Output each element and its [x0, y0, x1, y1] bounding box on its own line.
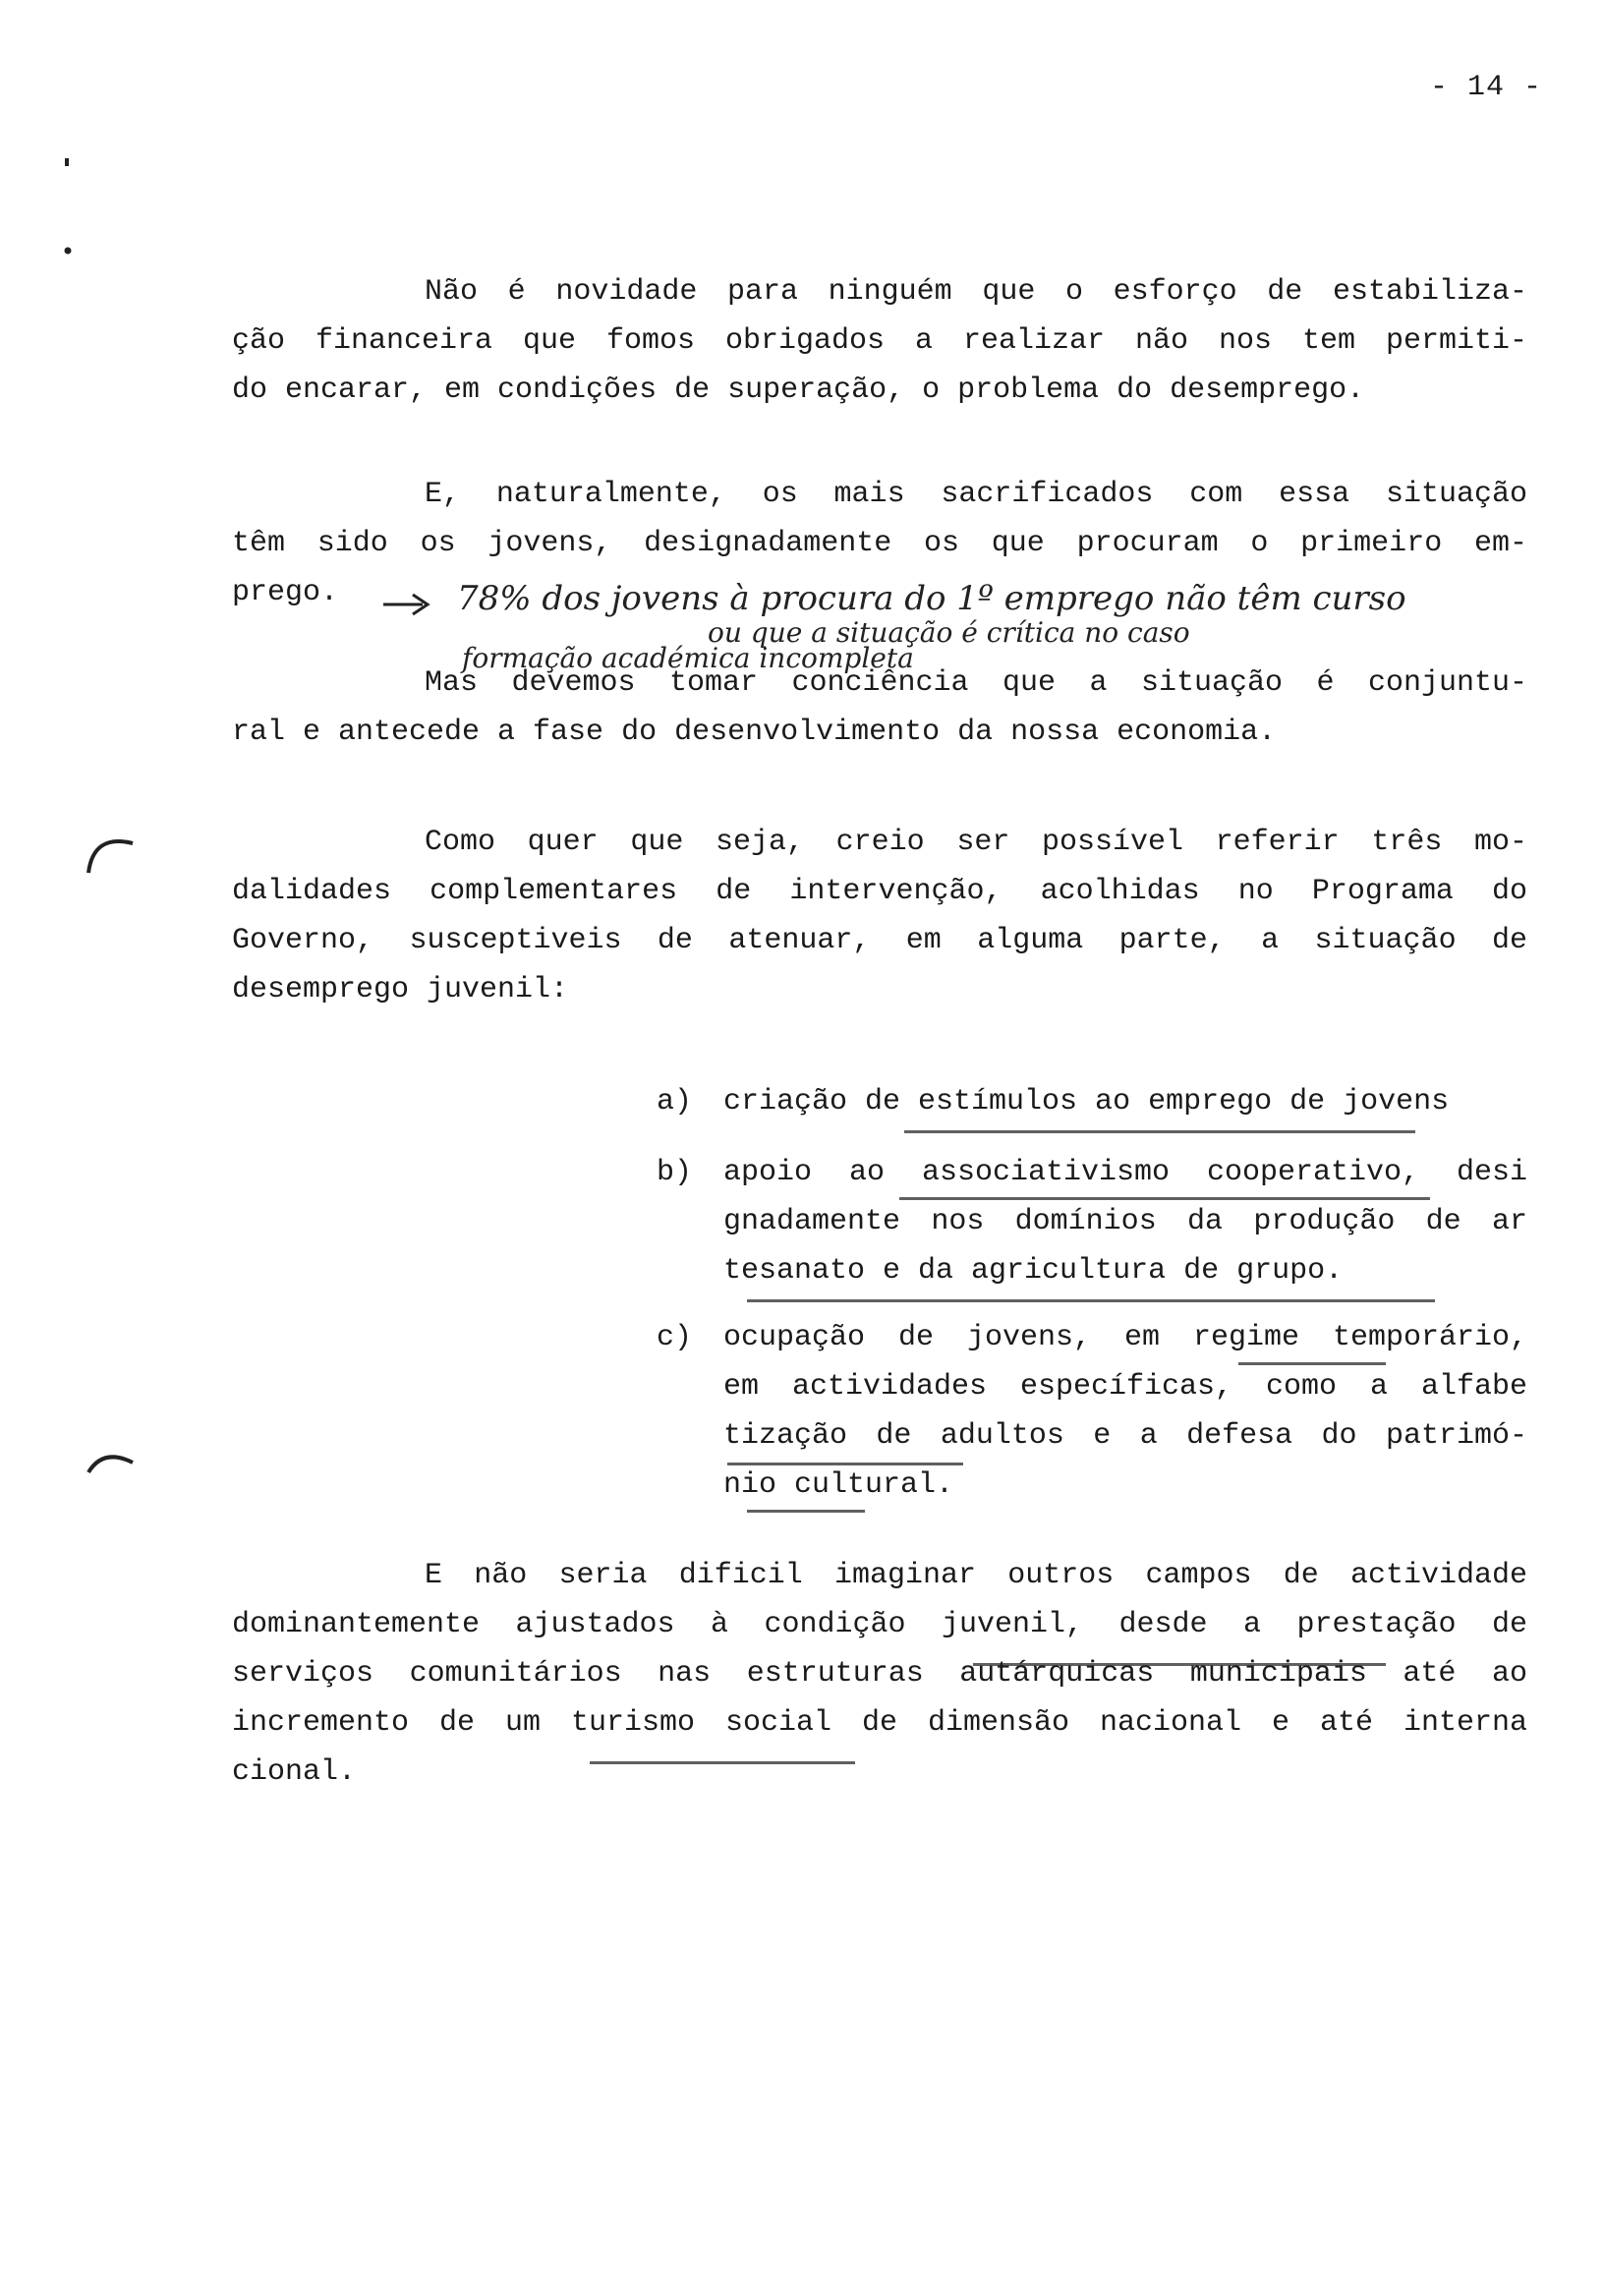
margin-bracket-mark: [84, 824, 143, 883]
text-line: nio cultural.: [723, 1468, 954, 1502]
page-number: - 14 -: [1430, 71, 1543, 104]
text-line: do encarar, em condições de superação, o problema do desemprego.: [232, 373, 1365, 407]
text-line: Como quer que seja, creio ser possível referir três mo-: [425, 826, 1527, 859]
text-line: desemprego juvenil:: [232, 973, 569, 1006]
text-line: tização de adultos e a defesa do patrimó-: [723, 1419, 1527, 1453]
list-marker: b): [657, 1156, 693, 1189]
text-line: ocupação de jovens, em regime temporário,: [723, 1321, 1527, 1354]
list-marker: c): [657, 1321, 693, 1354]
text-line: cional.: [232, 1755, 357, 1789]
paragraph-1: [232, 267, 1527, 415]
hand-underline: [1238, 1362, 1386, 1365]
text-line: E não seria dificil imaginar outros campos de actividade: [425, 1559, 1527, 1592]
text-line: dalidades complementares de intervenção, acolhidas no Programa do: [232, 875, 1527, 908]
paragraph-5: [232, 1551, 1527, 1797]
text-line: gnadamente nos domínios da produção de ar: [723, 1205, 1527, 1238]
text-line: Governo, susceptiveis de atenuar, em alguma parte, a situação de: [232, 924, 1527, 957]
text-line: ção financeira que fomos obrigados a realizar não nos tem permiti-: [232, 324, 1527, 358]
text-line: dominantemente ajustados à condição juvenil, desde a prestação de: [232, 1608, 1527, 1641]
handwritten-line: 78% dos jovens à procura do 1º emprego não têm curso: [457, 579, 1406, 618]
hand-underline: [747, 1510, 865, 1513]
hand-underline: [904, 1130, 1415, 1133]
text-line: ral e antecede a fase do desenvolvimento da nossa economia.: [232, 716, 1277, 749]
text-line: prego.: [232, 576, 339, 609]
hand-underline: [899, 1197, 1430, 1200]
handwritten-note: [373, 565, 1494, 673]
handwritten-line: ou que a situação é crítica no caso: [708, 616, 1190, 649]
paragraph-3: [232, 659, 1527, 757]
text-line: em actividades específicas, como a alfabe: [723, 1370, 1527, 1404]
text-line: incremento de um turismo social de dimensão nacional e até interna: [232, 1706, 1527, 1740]
list-marker: a): [657, 1085, 693, 1119]
text-line: apoio ao associativismo cooperativo, desi: [723, 1156, 1527, 1189]
text-line: têm sido os jovens, designadamente os que procuram o primeiro em-: [232, 527, 1527, 560]
paragraph-4: [232, 818, 1527, 1014]
text-line: serviços comunitários nas estruturas autárquicas municipais até ao: [232, 1657, 1527, 1691]
text-line: Não é novidade para ninguém que o esforço de estabiliza-: [425, 275, 1527, 309]
hand-underline: [747, 1299, 1435, 1302]
margin-bracket-mark: [84, 1443, 143, 1482]
margin-dot-mark: [59, 152, 79, 270]
text-line: Mas devemos tomar conciência que a situação é conjuntu-: [425, 666, 1527, 700]
text-line: criação de estímulos ao emprego de jovens: [723, 1085, 1450, 1119]
hand-underline: [727, 1463, 963, 1465]
text-line: E, naturalmente, os mais sacrificados com essa situação: [425, 478, 1527, 511]
handwritten-line: formação académica incompleta: [462, 642, 914, 673]
text-line: tesanato e da agricultura de grupo.: [723, 1254, 1344, 1288]
